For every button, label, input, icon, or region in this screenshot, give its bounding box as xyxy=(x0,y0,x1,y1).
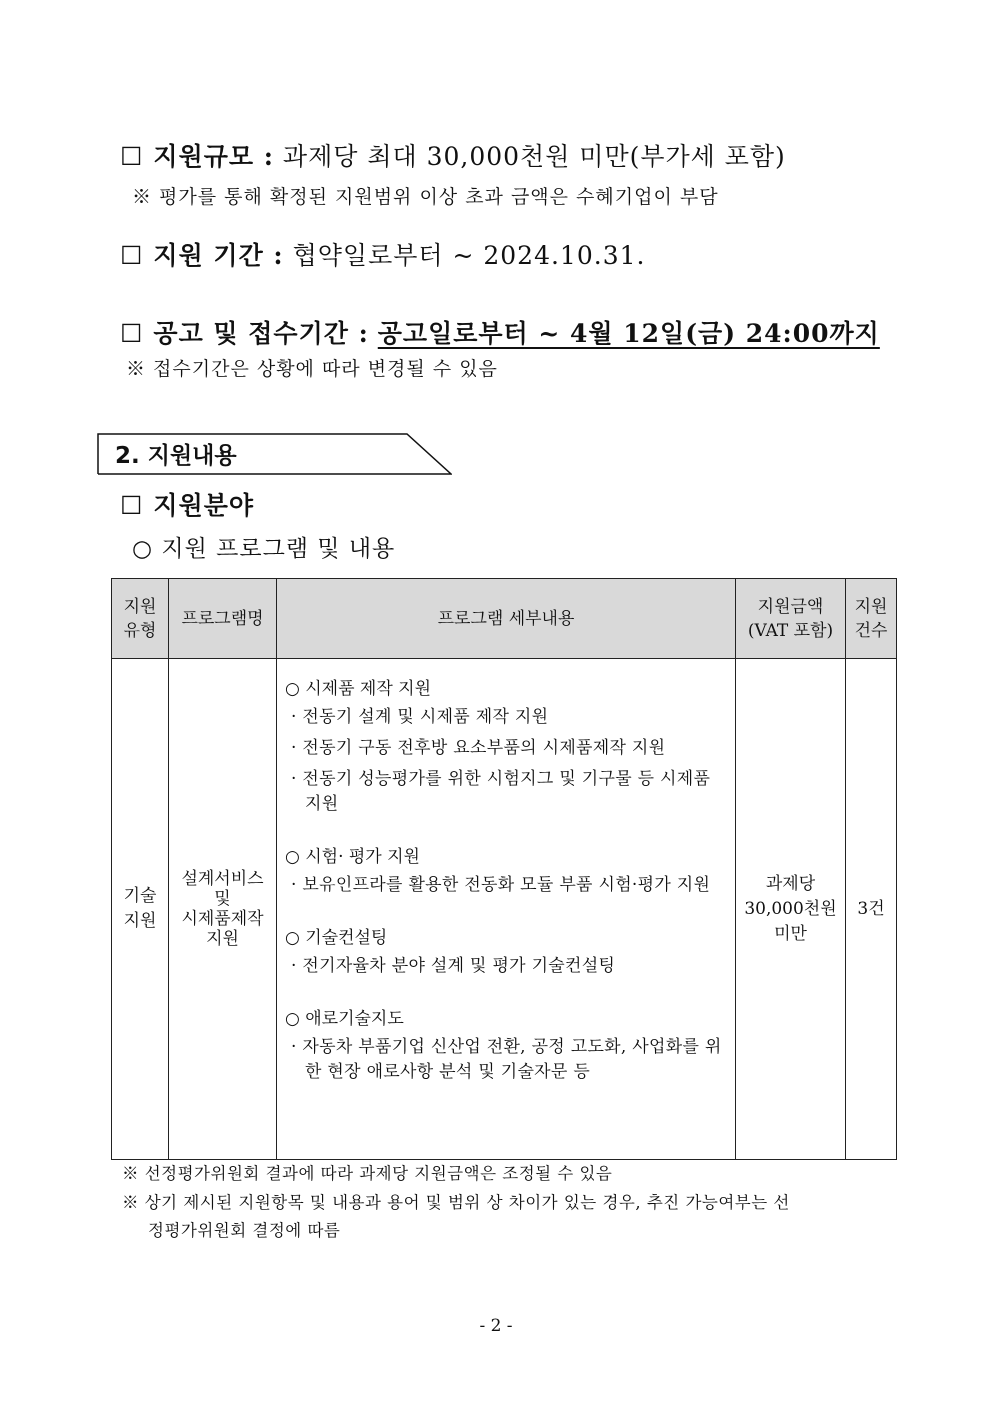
period-text: 협약일로부터 ~ 2024.10.31. xyxy=(292,241,646,270)
footnote: ※ 상기 제시된 지원항목 및 내용과 용어 및 범위 상 차이가 있는 경우, 추진 가능여부는 선 xyxy=(122,1193,790,1212)
footnote: ※ 선정평가위원회 결과에 따라 과제당 지원금액은 조정될 수 있음 xyxy=(122,1164,613,1183)
detail-group xyxy=(285,1007,727,1085)
header-type: 지원 유형 xyxy=(112,579,169,659)
cell-amount: 과제당 30,000천원 미만 xyxy=(736,659,846,1160)
detail-group xyxy=(285,677,727,817)
section-title: 2. 지원내용 xyxy=(115,443,237,469)
detail-group xyxy=(285,845,727,898)
header-detail: 프로그램 세부내용 xyxy=(277,579,736,659)
program-subheading: ○ 지원 프로그램 및 내용 xyxy=(132,536,396,562)
detail-item: · 전동기 구동 전후방 요소부품의 시제품제작 지원 xyxy=(291,738,666,758)
application-line xyxy=(120,314,880,350)
cell-type: 기술 지원 xyxy=(112,659,169,1160)
table-row xyxy=(112,659,897,1160)
application-label: 공고 및 접수기간 : xyxy=(153,319,369,348)
application-text: 공고일로부터 ~ 4월 12일(금) 24:00까지 xyxy=(377,319,880,348)
field-line xyxy=(120,486,254,522)
checkbox-icon: ☐ xyxy=(120,319,144,348)
footnote: 정평가위원회 결정에 따름 xyxy=(148,1221,341,1240)
detail-item: · 자동차 부품기업 신산업 전환, 공정 고도화, 사업화를 위한 현장 애로사항 분석 및 기술자문 등 xyxy=(291,1037,722,1082)
field-label: 지원분야 xyxy=(153,491,255,520)
cell-count: 3건 xyxy=(846,659,897,1160)
group-title: ○ 애로기술지도 xyxy=(285,1009,404,1029)
scale-line xyxy=(120,137,786,173)
checkbox-icon: ☐ xyxy=(120,142,144,171)
table-header-row xyxy=(112,579,897,659)
detail-item: · 보유인프라를 활용한 전동화 모듈 부품 시험·평가 지원 xyxy=(291,875,711,895)
cell-detail xyxy=(277,659,736,1160)
group-title: ○ 시제품 제작 지원 xyxy=(285,679,431,699)
header-count: 지원 건수 xyxy=(846,579,897,659)
group-title: ○ 시험· 평가 지원 xyxy=(285,847,420,867)
detail-group xyxy=(285,926,727,979)
checkbox-icon: ☐ xyxy=(120,241,144,270)
application-note: ※ 접수기간은 상황에 따라 변경될 수 있음 xyxy=(126,358,498,380)
detail-item: · 전동기 설계 및 시제품 제작 지원 xyxy=(291,707,549,727)
detail-item: · 전동기 성능평가를 위한 시험지그 및 기구물 등 시제품 지원 xyxy=(291,769,711,814)
group-title: ○ 기술컨설팅 xyxy=(285,928,388,948)
scale-text: 과제당 최대 30,000천원 미만(부가세 포함) xyxy=(282,142,786,171)
scale-label: 지원규모 : xyxy=(153,142,274,171)
scale-note: ※ 평가를 통해 확정된 지원범위 이상 초과 금액은 수혜기업이 부담 xyxy=(132,186,719,208)
detail-item: · 전기자율차 분야 설계 및 평가 기술컨설팅 xyxy=(291,956,616,976)
cell-program: 설계서비스 및 시제품제작 지원 xyxy=(169,659,277,1160)
support-table xyxy=(111,578,897,1160)
period-line xyxy=(120,236,645,272)
header-program: 프로그램명 xyxy=(169,579,277,659)
checkbox-icon: ☐ xyxy=(120,491,144,520)
page-number: - 2 - xyxy=(479,1316,513,1336)
header-amount: 지원금액 (VAT 포함) xyxy=(736,579,846,659)
period-label: 지원 기간 : xyxy=(153,241,284,270)
